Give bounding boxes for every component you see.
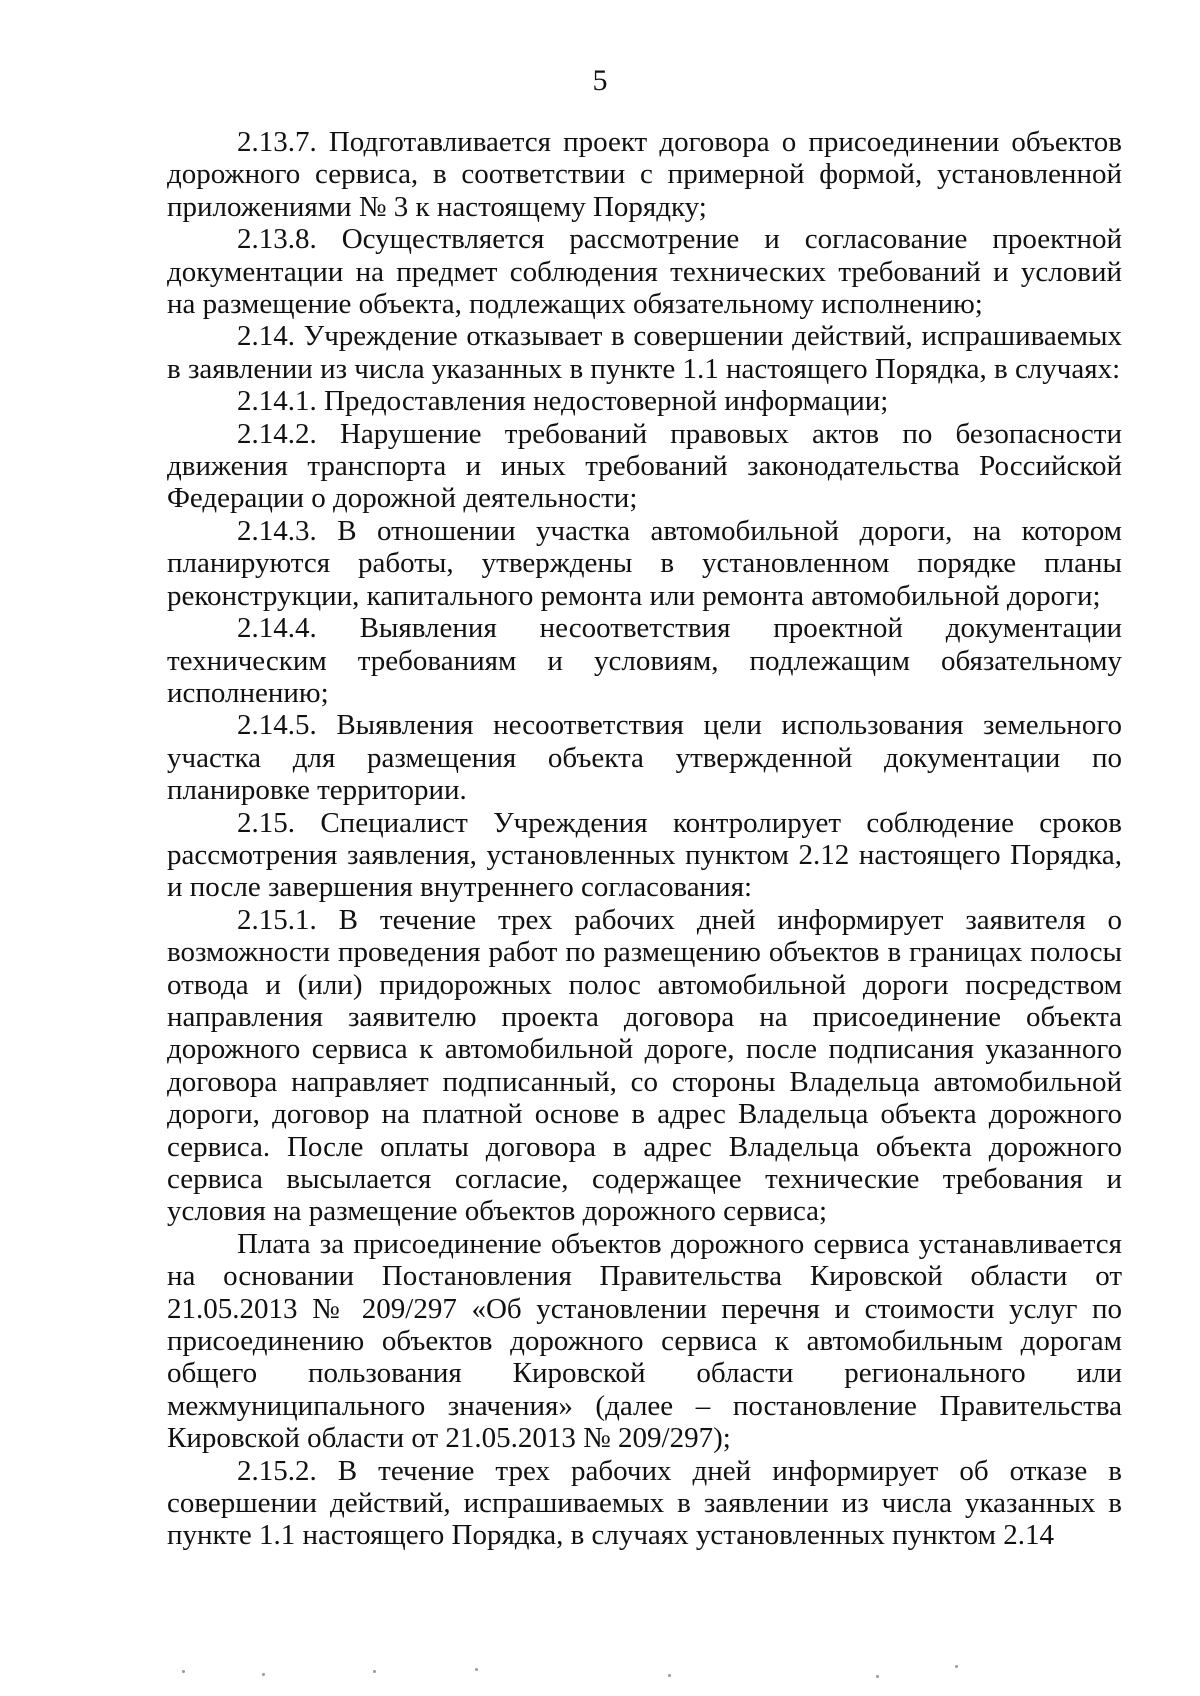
page-number: 5 (592, 64, 608, 97)
paragraph-fee: Плата за присоединение объектов дорожного сервиса устанавливается на основании Постановления Правительства Кировской области от 21.05.2013 № 209/297 «Об установлении перечня и стоимости услуг по присоединению объектов дорожного сервиса к автомобильным дорогам общего пользования Кировской области регионального или межмуниципального значения» (далее – постановление Правительства Кировской области от 21.05.2013 № 209/297); (167, 1227, 1122, 1455)
paragraph-2-13-8: 2.13.8. Осуществляется рассмотрение и согласование проектной документации на предмет соблюдения технических требований и условий на размещение объекта, подлежащих обязательному исполнению; (167, 223, 1122, 321)
paragraph-2-14-1: 2.14.1. Предоставления недостоверной информации; (237, 385, 889, 418)
paragraph-2-15-1: 2.15.1. В течение трех рабочих дней информирует заявителя о возможности проведения работ по размещению объектов в границах полосы отвода и (или) придорожных полос автомобильной дороги посредством направления заявителю проекта договора на присоединение объекта дорожного сервиса к автомобильной дороге, после подписания указанного договора направляет подписанный, со стороны Владельца автомобильной дороги, договор на платной основе в адрес Владельца объекта дорожного сервиса. После оплаты договора в адрес Владельца объекта дорожного сервиса высылается согласие, содержащее технические требования и условия на размещение объектов дорожного сервиса; (167, 903, 1122, 1228)
scan-speck (262, 1673, 265, 1676)
paragraph-2-14-3: 2.14.3. В отношении участка автомобильной дороги, на котором планируются работы, утверждены в установленном порядке планы реконструкции, капитального ремонта или ремонта автомобильной дороги; (167, 514, 1122, 612)
scan-speck (876, 1675, 879, 1678)
scan-speck (373, 1670, 376, 1673)
scan-speck (955, 1665, 958, 1668)
paragraph-2-15: 2.15. Специалист Учреждения контролирует соблюдение сроков рассмотрения заявления, установленных пунктом 2.12 настоящего Порядка, и после завершения внутреннего согласования: (167, 806, 1122, 904)
scan-speck (668, 1674, 671, 1677)
scan-speck (475, 1668, 478, 1671)
scan-speck (182, 1670, 185, 1673)
paragraph-2-14-5: 2.14.5. Выявления несоответствия цели использования земельного участка для размещения объекта утвержденной документации по планировке территории. (167, 709, 1122, 807)
paragraph-2-15-2: 2.15.2. В течение трех рабочих дней информирует об отказе в совершении действий, испрашиваемых в заявлении из числа указанных в пункте 1.1 настоящего Порядка, в случаях установленных пунктом 2.14 (167, 1454, 1122, 1552)
paragraph-2-14-4: 2.14.4. Выявления несоответствия проектной документации техническим требованиям и условиям, подлежащим обязательному исполнению; (167, 612, 1122, 709)
document-body (167, 126, 1122, 1552)
paragraph-2-14-2: 2.14.2. Нарушение требований правовых актов по безопасности движения транспорта и иных требований законодательства Российской Федерации о дорожной деятельности; (167, 417, 1122, 515)
paragraph-2-13-7: 2.13.7. Подготавливается проект договора о присоединении объектов дорожного сервиса, в соответствии с примерной формой, установленной приложениями № 3 к настоящему Порядку; (167, 126, 1122, 223)
paragraph-2-14: 2.14. Учреждение отказывает в совершении действий, испрашиваемых в заявлении из числа указанных в пункте 1.1 настоящего Порядка, в случаях: (167, 320, 1122, 385)
